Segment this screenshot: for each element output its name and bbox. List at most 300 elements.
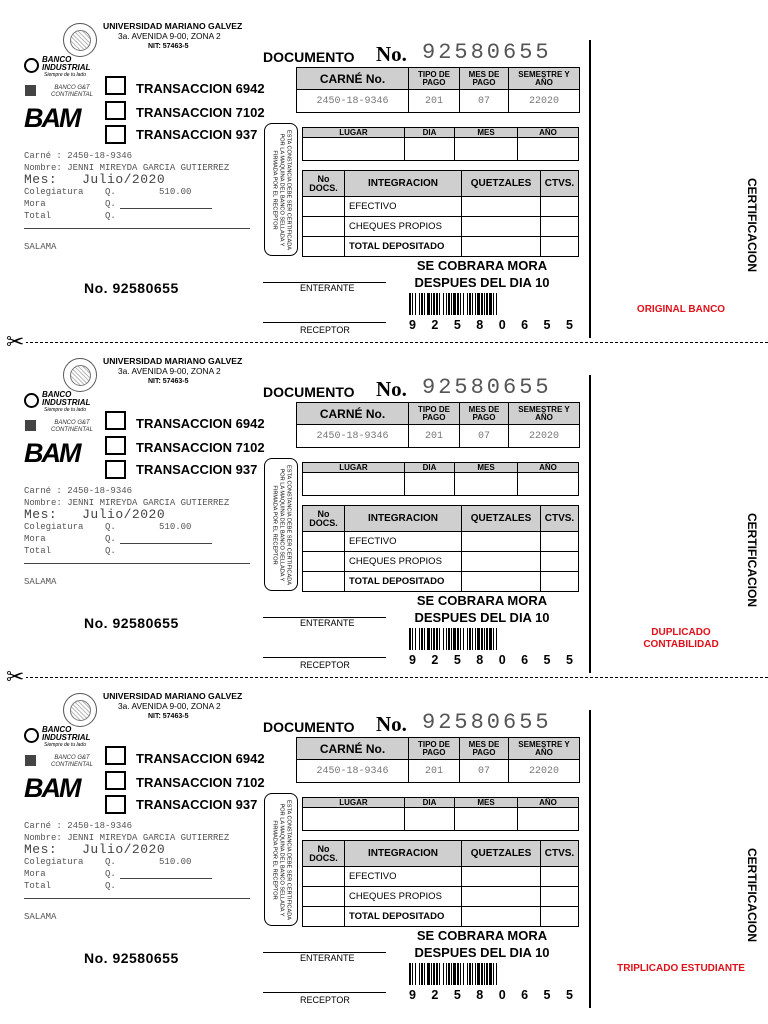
barcode-bar: [472, 628, 473, 650]
barcode-bar: [489, 628, 492, 650]
document-number: 92580655: [422, 40, 552, 65]
quetzales-cheques-field[interactable]: [462, 552, 541, 572]
document-label: DOCUMENTO: [263, 49, 355, 65]
banco-industrial-logo-icon: [24, 58, 39, 73]
bam-logo: BAM: [24, 438, 80, 468]
stub-divider: [24, 228, 250, 229]
lugar-field[interactable]: [303, 473, 405, 496]
value-semestre: 22020: [509, 760, 580, 783]
gt-continental-logo-icon: [25, 85, 36, 96]
barcode-bar: [481, 293, 483, 315]
barcode-bar: [486, 963, 488, 985]
header-integracion: INTEGRACION: [345, 506, 462, 532]
stub-mes: Mes: Julio/2020: [24, 507, 166, 522]
row-cheques: CHEQUES PROPIOS: [345, 217, 462, 237]
header-no-docs: No DOCS.: [303, 171, 345, 197]
barcode: [409, 293, 573, 315]
barcode-bar: [436, 293, 438, 315]
barcode-bar: [448, 963, 450, 985]
value-carne: 2450-18-9346: [297, 90, 409, 113]
stub-number: No. 92580655: [84, 615, 179, 631]
value-tipo-pago: 201: [409, 90, 460, 113]
barcode-bar: [475, 963, 476, 985]
barcode-bar: [484, 293, 485, 315]
ctvs-efectivo-field[interactable]: [541, 532, 579, 552]
barcode: [409, 963, 573, 985]
dia-field[interactable]: [405, 808, 455, 831]
receptor-label: RECEPTOR: [300, 660, 350, 670]
barcode-bar: [467, 963, 468, 985]
barcode-bar: [436, 963, 438, 985]
barcode-bar: [424, 293, 425, 315]
barcode-digit: 2: [431, 318, 439, 332]
barcode-digit: 0: [498, 318, 506, 332]
barcode-bar: [463, 628, 464, 650]
barcode-bar: [472, 293, 473, 315]
stub-campus: SALAMA: [24, 242, 57, 252]
barcode-bar: [451, 628, 452, 650]
slip-divider-line: [589, 375, 591, 673]
barcode-bar: [493, 963, 494, 985]
header-quetzales: QUETZALES: [462, 506, 541, 532]
quetzales-cheques-field[interactable]: [462, 217, 541, 237]
receptor-signature-line: [263, 992, 386, 993]
university-name: UNIVERSIDAD MARIANO GALVEZ: [103, 691, 243, 701]
barcode-digit: 5: [453, 653, 461, 667]
barcode-digits: [409, 653, 573, 667]
header-tipo-pago: TIPO DE PAGO: [409, 403, 460, 425]
header-ano: AÑO: [518, 128, 579, 138]
transaction-checkbox-937[interactable]: [105, 125, 126, 144]
barcode-digit: 5: [543, 988, 551, 1002]
barcode-bar: [409, 293, 411, 315]
transaction-checkbox-7102[interactable]: [105, 771, 126, 790]
banco-industrial-logo-icon: [24, 728, 39, 743]
ctvs-total-field[interactable]: [541, 572, 579, 592]
transaction-label-7102: TRANSACCION 7102: [136, 105, 265, 120]
barcode-bar: [493, 293, 494, 315]
docs-cheques-field[interactable]: [303, 887, 345, 907]
barcode-digit: 9: [409, 318, 416, 332]
header-mes-pago: MES DE PAGO: [460, 68, 509, 90]
payment-table: [296, 67, 580, 113]
dia-field[interactable]: [405, 473, 455, 496]
document-no-label: No.: [376, 712, 407, 736]
document-no-label: No.: [376, 377, 407, 401]
university-address: 3a. AVENIDA 9-00, ZONA 2: [118, 366, 221, 376]
transaction-label-6942: TRANSACCION 6942: [136, 416, 265, 431]
header-semestre: SEMESTRE Y AÑO: [509, 403, 580, 425]
transaction-checkbox-6942[interactable]: [105, 411, 126, 430]
barcode-bar: [472, 963, 473, 985]
barcode-bar: [481, 963, 483, 985]
document-no-label: No.: [376, 42, 407, 66]
barcode-digit: 5: [453, 318, 461, 332]
barcode-bar: [415, 963, 416, 985]
ctvs-cheques-field[interactable]: [541, 217, 579, 237]
header-lugar: LUGAR: [303, 463, 405, 473]
row-total: TOTAL DEPOSITADO: [345, 237, 462, 257]
barcode-digit: 5: [565, 988, 573, 1002]
row-cheques: CHEQUES PROPIOS: [345, 552, 462, 572]
docs-total-field[interactable]: [303, 237, 345, 257]
barcode-bar: [467, 293, 468, 315]
barcode-bar: [496, 628, 497, 650]
quetzales-efectivo-field[interactable]: [462, 532, 541, 552]
side-certification-label: CERTIFICACION: [745, 513, 759, 607]
mes-field[interactable]: [455, 473, 518, 496]
stub-number: No. 92580655: [84, 280, 179, 296]
place-date-table: [302, 462, 579, 496]
docs-cheques-field[interactable]: [303, 217, 345, 237]
header-tipo-pago: TIPO DE PAGO: [409, 68, 460, 90]
mora-rule: [120, 878, 212, 879]
mora-rule: [120, 208, 212, 209]
barcode-digit: 9: [409, 653, 416, 667]
integration-table: [302, 170, 579, 257]
barcode-bar: [457, 963, 459, 985]
receptor-label: RECEPTOR: [300, 325, 350, 335]
stub-carne: Carné : 2450-18-9346: [24, 821, 133, 831]
value-carne: 2450-18-9346: [297, 760, 409, 783]
barcode-bar: [489, 293, 492, 315]
stub-total: Total Q.: [24, 211, 116, 221]
scissors-icon: ✂: [6, 329, 25, 354]
certification-note-box: [264, 793, 298, 926]
stub-divider: [24, 563, 250, 564]
barcode-digit: 8: [476, 988, 484, 1002]
docs-efectivo-field[interactable]: [303, 197, 345, 217]
banco-industrial-logo-icon: [24, 393, 39, 408]
barcode-digit: 0: [498, 988, 506, 1002]
barcode-bar: [463, 293, 464, 315]
value-mes-pago: 07: [460, 90, 509, 113]
barcode-bar: [486, 628, 488, 650]
header-ctvs: CTVS.: [541, 171, 579, 197]
stub-nombre: Nombre: JENNI MIREYDA GARCIA GUTIERREZ: [24, 163, 230, 173]
barcode-digit: 6: [521, 988, 529, 1002]
deposit-slip-3: [0, 690, 768, 1020]
barcode-bar: [496, 293, 497, 315]
dia-field[interactable]: [405, 138, 455, 161]
barcode-bar: [453, 628, 456, 650]
transaction-checkbox-937[interactable]: [105, 460, 126, 479]
quetzales-cheques-field[interactable]: [462, 887, 541, 907]
stub-carne: Carné : 2450-18-9346: [24, 151, 133, 161]
header-lugar: LUGAR: [303, 798, 405, 808]
transaction-checkbox-937[interactable]: [105, 795, 126, 814]
header-integracion: INTEGRACION: [345, 841, 462, 867]
row-total: TOTAL DEPOSITADO: [345, 572, 462, 592]
copy-label: TRIPLICADO ESTUDIANTE: [617, 963, 745, 974]
barcode-bar: [484, 963, 485, 985]
mora-notice: SE COBRARA MORA DESPUES DEL DIA 10: [414, 593, 550, 625]
ano-field[interactable]: [518, 138, 579, 161]
stub-divider: [24, 898, 250, 899]
document-label: DOCUMENTO: [263, 384, 355, 400]
barcode-digits: [409, 988, 573, 1002]
barcode-digits: [409, 318, 573, 332]
barcode-bar: [477, 963, 480, 985]
barcode-bar: [419, 628, 420, 650]
side-certification: [737, 510, 767, 610]
barcode-bar: [409, 963, 411, 985]
ctvs-total-field[interactable]: [541, 907, 579, 927]
university-nit: NIT: 57463-5: [148, 378, 189, 385]
header-dia: DIA: [405, 128, 455, 138]
lugar-field[interactable]: [303, 138, 405, 161]
ano-field[interactable]: [518, 808, 579, 831]
integration-table: [302, 840, 579, 927]
university-nit: NIT: 57463-5: [148, 713, 189, 720]
transaction-checkbox-6942[interactable]: [105, 746, 126, 765]
barcode-bar: [427, 628, 430, 650]
barcode-digit: 5: [565, 318, 573, 332]
deposit-slip-1: [0, 20, 768, 350]
docs-total-field[interactable]: [303, 572, 345, 592]
enterante-label: ENTERANTE: [300, 953, 355, 963]
stub-colegiatura: Colegiatura Q. 510.00: [24, 857, 192, 867]
barcode-bar: [451, 963, 452, 985]
header-mes-pago: MES DE PAGO: [460, 738, 509, 760]
barcode-bar: [424, 628, 425, 650]
mora-notice: SE COBRARA MORA DESPUES DEL DIA 10: [414, 928, 550, 960]
barcode-bar: [446, 963, 447, 985]
barcode-bar: [453, 963, 456, 985]
header-mes: MES: [455, 798, 518, 808]
quetzales-total-field[interactable]: [462, 237, 541, 257]
header-semestre: SEMESTRE Y AÑO: [509, 738, 580, 760]
barcode-bar: [415, 628, 416, 650]
university-name: UNIVERSIDAD MARIANO GALVEZ: [103, 21, 243, 31]
barcode-digit: 5: [543, 653, 551, 667]
side-certification-label: CERTIFICACION: [745, 848, 759, 942]
barcode-bar: [469, 963, 471, 985]
header-carne: CARNÉ No.: [297, 403, 409, 425]
banco-industrial-tagline: Siempre de tu lado: [44, 72, 86, 78]
quetzales-total-field[interactable]: [462, 907, 541, 927]
row-efectivo: EFECTIVO: [345, 532, 462, 552]
university-address: 3a. AVENIDA 9-00, ZONA 2: [118, 31, 221, 41]
mes-field[interactable]: [455, 808, 518, 831]
ano-field[interactable]: [518, 473, 579, 496]
stub-total: Total Q.: [24, 546, 116, 556]
mes-field[interactable]: [455, 138, 518, 161]
document-number: 92580655: [422, 710, 552, 735]
value-tipo-pago: 201: [409, 425, 460, 448]
gt-continental-logo: BANCO G&T CONTINENTAL: [51, 755, 93, 768]
stub-mora: Mora Q.: [24, 869, 116, 879]
stub-mes: Mes: Julio/2020: [24, 842, 166, 857]
transaction-label-6942: TRANSACCION 6942: [136, 81, 265, 96]
place-date-table: [302, 127, 579, 161]
row-total: TOTAL DEPOSITADO: [345, 907, 462, 927]
header-dia: DIA: [405, 798, 455, 808]
barcode-bar: [446, 628, 447, 650]
barcode-bar: [469, 293, 471, 315]
barcode-bar: [460, 963, 461, 985]
header-ctvs: CTVS.: [541, 841, 579, 867]
transaction-label-7102: TRANSACCION 7102: [136, 775, 265, 790]
barcode-bar: [443, 628, 444, 650]
docs-total-field[interactable]: [303, 907, 345, 927]
banco-industrial-logo: BANCO INDUSTRIAL: [42, 390, 91, 407]
barcode-bar: [460, 628, 461, 650]
header-lugar: LUGAR: [303, 128, 405, 138]
bam-logo: BAM: [24, 773, 80, 803]
stub-colegiatura: Colegiatura Q. 510.00: [24, 187, 192, 197]
banco-industrial-logo: BANCO INDUSTRIAL: [42, 55, 91, 72]
barcode-bar: [439, 293, 440, 315]
value-mes-pago: 07: [460, 425, 509, 448]
scissors-icon: ✂: [6, 664, 25, 689]
barcode-bar: [451, 293, 452, 315]
barcode-bar: [469, 628, 471, 650]
docs-efectivo-field[interactable]: [303, 867, 345, 887]
university-address: 3a. AVENIDA 9-00, ZONA 2: [118, 701, 221, 711]
document-number: 92580655: [422, 375, 552, 400]
certification-note: ESTA CONSTANCIA DEBE SER CERTIFICADA POR LA MAQUINA DEL BANCO SELLADA Y FIRMADA POR EL RECEPTOR: [271, 464, 292, 585]
barcode-bar: [421, 293, 423, 315]
stub-carne: Carné : 2450-18-9346: [24, 486, 133, 496]
slip-divider-line: [589, 710, 591, 1008]
barcode-bar: [489, 963, 492, 985]
ctvs-cheques-field[interactable]: [541, 887, 579, 907]
quetzales-efectivo-field[interactable]: [462, 197, 541, 217]
barcode-digit: 5: [543, 318, 551, 332]
transaction-checkbox-6942[interactable]: [105, 76, 126, 95]
receptor-signature-line: [263, 322, 386, 323]
university-nit: NIT: 57463-5: [148, 43, 189, 50]
barcode-digit: 0: [498, 653, 506, 667]
barcode-bar: [457, 628, 459, 650]
barcode-bar: [481, 628, 483, 650]
side-certification: [737, 175, 767, 275]
transaction-label-6942: TRANSACCION 6942: [136, 751, 265, 766]
barcode-digit: 6: [521, 318, 529, 332]
barcode-bar: [460, 293, 461, 315]
barcode-bar: [475, 628, 476, 650]
value-semestre: 22020: [509, 425, 580, 448]
stub-mes: Mes: Julio/2020: [24, 172, 166, 187]
ctvs-efectivo-field[interactable]: [541, 197, 579, 217]
transaction-checkbox-7102[interactable]: [105, 101, 126, 120]
header-carne: CARNÉ No.: [297, 738, 409, 760]
ctvs-total-field[interactable]: [541, 237, 579, 257]
barcode-bar: [443, 293, 444, 315]
payment-table: [296, 402, 580, 448]
barcode-digit: 8: [476, 318, 484, 332]
stub-nombre: Nombre: JENNI MIREYDA GARCIA GUTIERREZ: [24, 498, 230, 508]
barcode-digit: 2: [431, 653, 439, 667]
stub-number: No. 92580655: [84, 950, 179, 966]
barcode-bar: [431, 628, 432, 650]
university-seal-icon: [63, 358, 97, 392]
mora-rule: [120, 543, 212, 544]
ctvs-efectivo-field[interactable]: [541, 867, 579, 887]
stub-nombre: Nombre: JENNI MIREYDA GARCIA GUTIERREZ: [24, 833, 230, 843]
barcode-bar: [439, 963, 440, 985]
dashed-cut-guide: [10, 677, 768, 678]
barcode-bar: [431, 963, 432, 985]
barcode-bar: [463, 963, 464, 985]
lugar-field[interactable]: [303, 808, 405, 831]
barcode-bar: [415, 293, 416, 315]
barcode-digit: 5: [453, 988, 461, 1002]
header-integracion: INTEGRACION: [345, 171, 462, 197]
stub-campus: SALAMA: [24, 912, 57, 922]
header-no-docs: No DOCS.: [303, 506, 345, 532]
header-ctvs: CTVS.: [541, 506, 579, 532]
header-dia: DIA: [405, 463, 455, 473]
receptor-label: RECEPTOR: [300, 995, 350, 1005]
header-ano: AÑO: [518, 798, 579, 808]
barcode: [409, 628, 573, 650]
enterante-label: ENTERANTE: [300, 618, 355, 628]
barcode-bar: [421, 963, 423, 985]
transaction-label-937: TRANSACCION 937: [136, 462, 258, 477]
barcode-digit: 6: [521, 653, 529, 667]
header-mes: MES: [455, 128, 518, 138]
barcode-bar: [448, 293, 450, 315]
header-carne: CARNÉ No.: [297, 68, 409, 90]
barcode-bar: [433, 963, 435, 985]
header-quetzales: QUETZALES: [462, 841, 541, 867]
certification-note-box: [264, 458, 298, 591]
docs-cheques-field[interactable]: [303, 552, 345, 572]
barcode-bar: [419, 293, 420, 315]
ctvs-cheques-field[interactable]: [541, 552, 579, 572]
banco-industrial-tagline: Siempre de tu lado: [44, 742, 86, 748]
university-seal-icon: [63, 693, 97, 727]
transaction-checkbox-7102[interactable]: [105, 436, 126, 455]
value-tipo-pago: 201: [409, 760, 460, 783]
gt-continental-logo: BANCO G&T CONTINENTAL: [51, 85, 93, 98]
barcode-bar: [421, 628, 423, 650]
barcode-bar: [424, 963, 425, 985]
stub-mora: Mora Q.: [24, 534, 116, 544]
barcode-bar: [409, 628, 411, 650]
row-cheques: CHEQUES PROPIOS: [345, 887, 462, 907]
banco-industrial-tagline: Siempre de tu lado: [44, 407, 86, 413]
quetzales-total-field[interactable]: [462, 572, 541, 592]
header-semestre: SEMESTRE Y AÑO: [509, 68, 580, 90]
docs-efectivo-field[interactable]: [303, 532, 345, 552]
place-date-table: [302, 797, 579, 831]
barcode-bar: [484, 628, 485, 650]
copy-label: DUPLICADO CONTABILIDAD: [643, 627, 719, 650]
barcode-bar: [436, 628, 438, 650]
payment-table: [296, 737, 580, 783]
quetzales-efectivo-field[interactable]: [462, 867, 541, 887]
value-carne: 2450-18-9346: [297, 425, 409, 448]
certification-note-box: [264, 123, 298, 256]
barcode-bar: [467, 628, 468, 650]
gt-continental-logo-icon: [25, 755, 36, 766]
barcode-bar: [412, 628, 413, 650]
certification-note: ESTA CONSTANCIA DEBE SER CERTIFICADA POR LA MAQUINA DEL BANCO SELLADA Y FIRMADA POR EL RECEPTOR: [271, 129, 292, 250]
deposit-slip-2: [0, 355, 768, 685]
gt-continental-logo-icon: [25, 420, 36, 431]
gt-continental-logo: BANCO G&T CONTINENTAL: [51, 420, 93, 433]
value-mes-pago: 07: [460, 760, 509, 783]
header-tipo-pago: TIPO DE PAGO: [409, 738, 460, 760]
barcode-bar: [412, 963, 413, 985]
bam-logo: BAM: [24, 103, 80, 133]
transaction-label-937: TRANSACCION 937: [136, 797, 258, 812]
barcode-bar: [457, 293, 459, 315]
side-certification-label: CERTIFICACION: [745, 178, 759, 272]
